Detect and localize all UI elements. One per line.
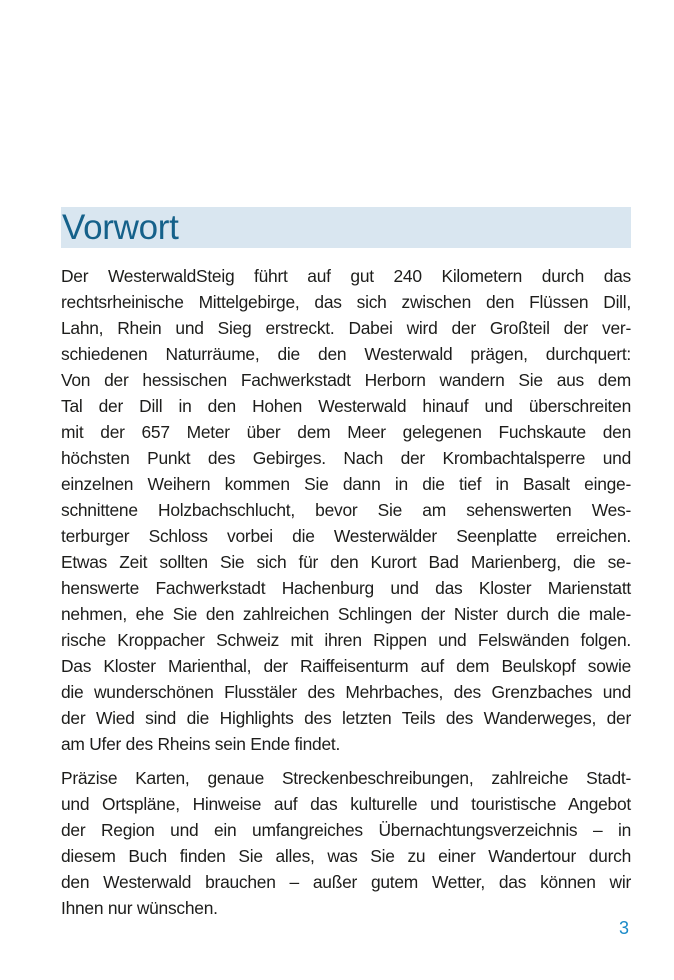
text-line: schiedenen Naturräume, die den Westerwald prägen, durchquert: [61,344,631,364]
text-line: Etwas Zeit sollten Sie sich für den Kurort Bad Marienberg, die se- [61,552,631,572]
text-line: der Region und ein umfangreiches Übernachtungsverzeichnis – in [61,820,631,840]
text-line: mit der 657 Meter über dem Meer gelegenen Fuchskaute den [61,422,631,442]
text-line: diesem Buch finden Sie alles, was Sie zu einer Wandertour durch [61,846,631,866]
text-line: und Ortspläne, Hinweise auf das kulturelle und touristische Angebot [61,794,631,814]
text-line: rechtsrheinische Mittelgebirge, das sich zwischen den Flüssen Dill, [61,292,631,312]
text-line: terburger Schloss vorbei die Westerwälder Seenplatte erreichen. [61,526,631,546]
text-line: henswerte Fachwerkstadt Hachenburg und das Kloster Marienstatt [61,578,631,598]
page-title: Vorwort [62,208,179,247]
text-line: schnittene Holzbachschlucht, bevor Sie am sehenswerten Wes- [61,500,631,520]
paragraph-1 [61,263,631,757]
text-line: einzelnen Weihern kommen Sie dann in die tief in Basalt einge- [61,474,631,494]
text-line: die wunderschönen Flusstäler des Mehrbaches, des Grenzbaches und [61,682,631,702]
text-line: am Ufer des Rheins sein Ende findet. [61,734,341,754]
text-line: höchsten Punkt des Gebirges. Nach der Krombachtalsperre und [61,448,631,468]
text-line: Tal der Dill in den Hohen Westerwald hinauf und überschreiten [61,396,631,416]
text-line: der Wied sind die Highlights des letzten Teils des Wanderweges, der [61,708,631,728]
text-line: Lahn, Rhein und Sieg erstreckt. Dabei wird der Großteil der ver- [61,318,631,338]
text-line: Präzise Karten, genaue Streckenbeschreibungen, zahlreiche Stadt- [61,768,631,788]
text-line: Das Kloster Marienthal, der Raiffeisenturm auf dem Beulskopf sowie [61,656,631,676]
text-line: Der WesterwaldSteig führt auf gut 240 Kilometern durch das [61,266,631,286]
text-line: den Westerwald brauchen – außer gutem Wetter, das können wir [61,872,631,892]
text-line: rische Kroppacher Schweiz mit ihren Rippen und Felswänden folgen. [61,630,631,650]
text-line: Ihnen nur wünschen. [61,898,218,918]
text-line: Von der hessischen Fachwerkstadt Herborn wandern Sie aus dem [61,370,631,390]
page-number: 3 [619,918,630,938]
paragraph-2 [61,765,631,921]
text-line: nehmen, ehe Sie den zahlreichen Schlingen der Nister durch die male- [61,604,631,624]
